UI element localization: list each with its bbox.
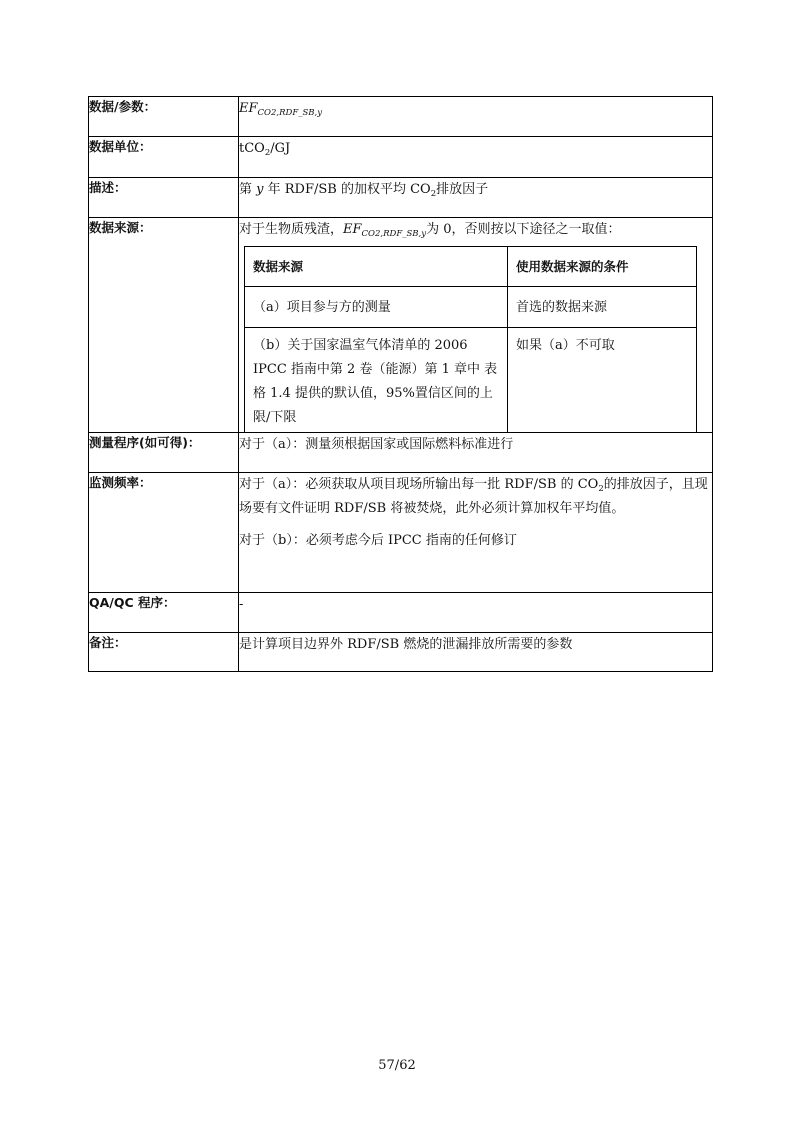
ef-symbol: EF <box>239 101 258 116</box>
row-monitoring-frequency <box>89 472 713 592</box>
parameter-table <box>88 96 713 672</box>
value-monitoring-frequency <box>239 472 713 592</box>
label-measurement-procedure: 测量程序(如可得)： <box>89 432 239 472</box>
desc-mid: 年 RDF/SB 的加权平均 CO <box>263 182 431 197</box>
row-data-source <box>89 218 713 433</box>
value-data-parameter <box>239 97 713 137</box>
row-measurement-procedure <box>89 432 713 472</box>
source-table-header <box>245 247 697 287</box>
page-number: 57/62 <box>378 1058 416 1073</box>
intro-pre: 对于生物质残渣， <box>239 222 344 237</box>
value-qaqc: - <box>239 592 713 632</box>
freq-post: 的排放因子，且现场要有文件证明 RDF/SB 将被焚烧，此外必须计算加权年平均值。 <box>239 476 708 516</box>
desc-post: 排放因子 <box>436 182 489 197</box>
freq-pre: 对于（a）：必须获取从项目现场所输出每一批 RDF/SB 的 CO <box>239 476 599 492</box>
value-data-source <box>239 218 713 433</box>
row-remarks <box>89 632 713 671</box>
intro-post: 为 0，否则按以下途径之一取值： <box>426 222 621 237</box>
value-description <box>239 178 713 218</box>
intro-sub: CO2,RDF_SB,y <box>361 229 427 239</box>
desc-pre: 第 <box>239 182 257 197</box>
freq-sub: 2 <box>598 483 604 494</box>
label-description: 描述： <box>89 178 239 218</box>
label-data-source: 数据来源： <box>89 218 239 433</box>
source-b: （b）关于国家温室气体清单的 2006 IPCC 指南中第 2 卷（能源）第 1 章中 表格 1.4 提供的默认值，95%置信区间的上限/下限 <box>245 328 508 432</box>
desc-y: y <box>256 182 264 197</box>
frequency-paragraph-a <box>239 473 712 521</box>
value-measurement-procedure: 对于（a）：测量须根据国家或国际燃料标准进行 <box>239 432 713 472</box>
intro-ef: EF <box>343 222 362 237</box>
label-data-unit: 数据单位： <box>89 137 239 178</box>
label-remarks: 备注： <box>89 632 239 671</box>
unit-post: /GJ <box>270 141 291 156</box>
frequency-paragraph-b: 对于（b）：必须考虑今后 IPCC 指南的任何修订 <box>239 532 517 548</box>
label-data-parameter: 数据/参数： <box>89 97 239 137</box>
unit-sub: 2 <box>264 148 271 158</box>
row-data-unit <box>89 137 713 178</box>
label-monitoring-frequency: 监测频率： <box>89 472 239 592</box>
row-data-parameter <box>89 97 713 137</box>
label-qaqc: QA/QC 程序： <box>89 592 239 632</box>
source-row-a <box>245 287 697 328</box>
row-qaqc <box>89 592 713 632</box>
header-source: 数据来源 <box>245 247 508 287</box>
row-description <box>89 178 713 218</box>
desc-sub: 2 <box>430 189 437 199</box>
unit-pre: tCO <box>239 141 265 156</box>
source-a: （a）项目参与方的测量 <box>245 287 508 328</box>
condition-b: 如果（a）不可取 <box>508 328 697 432</box>
value-remarks: 是计算项目边界外 RDF/SB 燃烧的泄漏排放所需要的参数 <box>239 632 713 671</box>
ef-subscript: CO2,RDF_SB,y <box>257 108 323 118</box>
value-data-unit <box>239 137 713 178</box>
source-options-table <box>244 246 697 432</box>
source-intro <box>239 218 712 242</box>
header-condition: 使用数据来源的条件 <box>508 247 697 287</box>
source-row-b <box>245 328 697 432</box>
condition-a: 首选的数据来源 <box>508 287 697 328</box>
